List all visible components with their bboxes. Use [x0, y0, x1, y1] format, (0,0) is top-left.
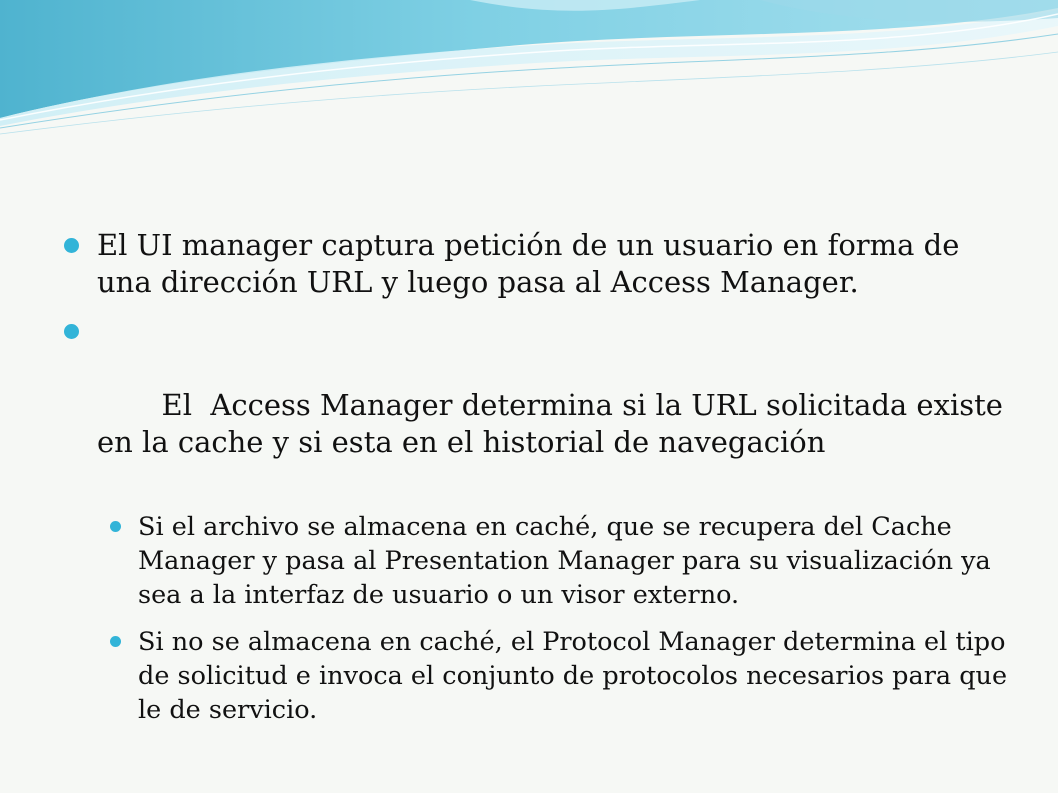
bullet-dot-icon — [64, 324, 79, 339]
sub-bullet-dot-icon — [110, 636, 121, 647]
header-wave-decoration — [0, 0, 1058, 140]
bullet-item — [64, 227, 1014, 301]
sub-bullet-dot-icon — [110, 521, 121, 532]
sub-bullet-item — [64, 625, 1014, 727]
bullet-text: El UI manager captura petición de un usuario en forma de una dirección URL y luego pasa al Access Manager. — [97, 228, 960, 299]
bullet-dot-icon — [64, 238, 79, 253]
bullet-text: El Access Manager determina si la URL solicitada existe en la cache y si esta en el historial de navegación — [97, 388, 1013, 459]
bullet-item — [64, 313, 1014, 498]
slide-body — [64, 227, 1014, 740]
sub-bullet-item — [64, 510, 1014, 612]
sub-bullet-text: Si el archivo se almacena en caché, que se recupera del Cache Manager y pasa al Presentation Manager para su visualización ya sea a la interfaz de usuario o un visor externo. — [138, 512, 991, 610]
sub-bullet-text: Si no se almacena en caché, el Protocol Manager determina el tipo de solicitud e invoca el conjunto de protocolos necesarios para que le de servicio. — [138, 627, 1008, 725]
